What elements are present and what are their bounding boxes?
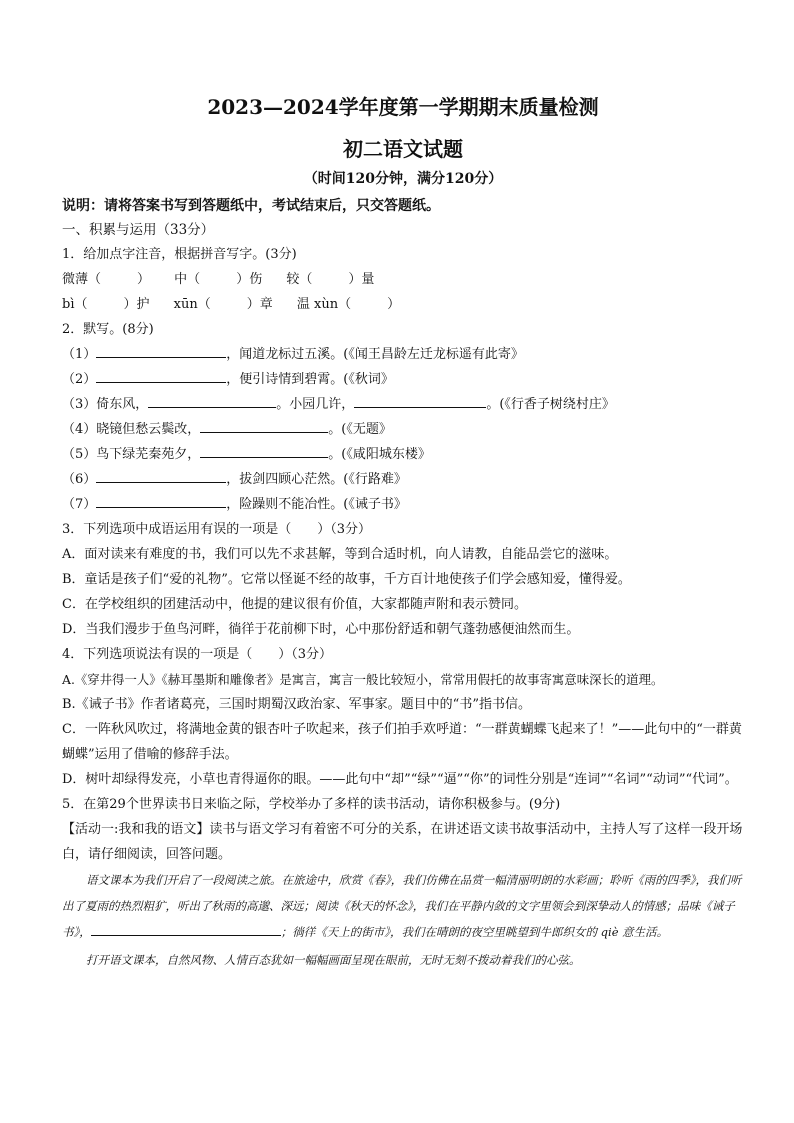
q2-item-5 <box>62 442 744 467</box>
q2-4-num: （4） <box>62 422 97 437</box>
answer-blank[interactable] <box>148 393 276 408</box>
q2-5-num: （5） <box>62 447 97 462</box>
q1-r2-f: ） <box>387 297 401 312</box>
q5-passage <box>62 867 744 973</box>
q4-option-b: B.《诫子书》作者诸葛亮，三国时期蜀汉政治家、军事家。题目中的“书”指书信。 <box>62 697 531 712</box>
q2-3-before: 倚东风， <box>96 397 149 412</box>
exam-title: 2023—2024学年度第一学期期末质量检测 <box>207 95 599 119</box>
q1-r2-b: ）护 <box>123 297 150 312</box>
q2-item-4 <box>62 417 744 442</box>
q2-3-mid: 。小园几许， <box>276 397 355 412</box>
q2-5-text: 。(《咸阳城东楼》 <box>328 447 431 462</box>
q1-r2-a: bì（ <box>62 297 88 312</box>
passage-paragraph-1 <box>62 867 744 945</box>
q2-7-text: ，险躁则不能冶性。(《诫子书》 <box>226 497 407 512</box>
q2-3-text: 。(《行香子树绕村庄》 <box>486 397 615 412</box>
q1-r1-d: ）伤 <box>236 272 263 287</box>
q2-6-text: ，拔剑四顾心茫然。(《行路难》 <box>226 472 407 487</box>
q4-option-d: D．树叶却绿得发亮，小草也青得逼你的眼。——此句中“却”“绿”“逼”“你”的词性分别是“连词”“名词”“动词”“代词”。 <box>62 772 738 787</box>
q1-stem: 1．给加点字注音，根据拼音写字。(3分) <box>62 247 297 262</box>
q1-r2-d: ）章 <box>246 297 273 312</box>
q1-row2 <box>62 292 744 317</box>
passage-p1-b: ；徜徉《天上的街市》，我们在晴朗的夜空里眺望到牛郎织女的 qiè 意生活。 <box>280 925 669 939</box>
q2-item-6 <box>62 467 744 492</box>
q3-stem: 3．下列选项中成语运用有误的一项是（ ）（3分） <box>62 522 372 537</box>
answer-blank[interactable] <box>91 923 281 936</box>
answer-blank[interactable] <box>354 393 486 408</box>
q1-r1-b: ） <box>137 272 151 287</box>
passage-p1-a: 语文课本为我们开启了一段阅读之旅。在旅途中，欣赏《春》，我们仿佛在品赏一幅清丽明朗的水彩画；聆听《雨的四季》，我们听出了夏雨的热烈粗犷，听出了秋雨的高邈、深远；阅读《秋天的怀念》，我们在平静内敛的文字里领会到深挚动人的情感；品味《诫子书》， <box>62 873 742 939</box>
answer-blank[interactable] <box>96 343 226 358</box>
answer-blank[interactable] <box>96 368 226 383</box>
q2-1-text: ，闻道龙标过五溪。(《闻王昌龄左迁龙标遥有此寄》 <box>226 347 524 362</box>
section-heading: 一、积累与运用（33分） <box>62 222 215 238</box>
q2-1-num: （1） <box>62 347 97 362</box>
q2-2-text: ，便引诗情到碧霄。(《秋词》 <box>226 372 394 387</box>
passage-paragraph-2: 打开语文课本，自然风物、人情百态犹如一幅幅画面呈现在眼前，无时无刻不拨动着我们的心弦。 <box>86 953 581 967</box>
q3-option-c: C．在学校组织的团建活动中，他提的建议很有价值，大家都随声附和表示赞同。 <box>62 597 527 612</box>
q5-activity: 【活动一:我和我的语文】读书与语文学习有着密不可分的关系，在讲述语文读书故事活动中，主持人写了这样一段开场白，请仔细阅读，回答问题。 <box>62 822 743 862</box>
q1-r1-a: 微薄（ <box>62 272 102 287</box>
answer-blank[interactable] <box>200 418 328 433</box>
q1-r1-f: ）量 <box>348 272 375 287</box>
q1-row1 <box>62 267 744 292</box>
q2-3-num: （3） <box>62 397 97 412</box>
q2-item-3 <box>62 392 744 417</box>
q2-stem: 2．默写。(8分) <box>62 322 154 337</box>
q2-item-7 <box>62 492 744 517</box>
q2-item-1 <box>62 342 744 367</box>
q2-4-text: 。(《无题》 <box>328 422 392 437</box>
q2-6-num: （6） <box>62 472 97 487</box>
q1-r2-c: xūn（ <box>173 297 211 312</box>
q2-item-2 <box>62 367 744 392</box>
q1-r2-e: 温 xùn（ <box>296 297 352 312</box>
q4-option-c: C．一阵秋风吹过，将满地金黄的银杏叶子吹起来，孩子们拍手欢呼道：“一群黄蝴蝶飞起来了！”——此句中的“一群黄蝴蝶”运用了借喻的修辞手法。 <box>62 722 742 762</box>
q1-r1-e: 较（ <box>286 272 313 287</box>
q4-option-a: A.《穿井得一人》《赫耳墨斯和雕像者》是寓言，寓言一般比较短小，常常用假托的故事寄寓意味深长的道理。 <box>62 672 664 687</box>
q5-stem: 5．在第29个世界读书日来临之际，学校举办了多样的读书活动，请你积极参与。(9分) <box>62 797 561 812</box>
exam-subtitle: 初二语文试题 <box>343 137 463 161</box>
q2-7-num: （7） <box>62 497 97 512</box>
q4-stem: 4．下列选项说法有误的一项是（ ）（3分） <box>62 647 333 662</box>
q2-2-num: （2） <box>62 372 97 387</box>
q3-option-a: A．面对读来有难度的书，我们可以先不求甚解，等到合适时机，向人请教，自能品尝它的滋味。 <box>62 547 618 562</box>
exam-page <box>62 92 744 973</box>
answer-blank[interactable] <box>200 443 328 458</box>
q3-option-b: B．童话是孩子们“爱的礼物”。它常以怪诞不经的故事，千方百计地使孩子们学会感知爱，懂得爱。 <box>62 572 631 587</box>
answer-blank[interactable] <box>96 468 226 483</box>
q2-4-before: 晓镜但愁云鬓改， <box>96 422 201 437</box>
instruction: 说明：请将答案书写到答题纸中，考试结束后，只交答题纸。 <box>62 198 440 214</box>
q1-r1-c: 中（ <box>174 272 201 287</box>
q2-5-before: 鸟下绿芜秦苑夕， <box>96 447 201 462</box>
answer-blank[interactable] <box>96 493 226 508</box>
time-info: （时间120分钟，满分120分） <box>303 171 503 187</box>
q3-option-d: D．当我们漫步于鱼鸟河畔，徜徉于花前柳下时，心中那份舒适和朝气蓬勃感便油然而生。 <box>62 622 580 637</box>
